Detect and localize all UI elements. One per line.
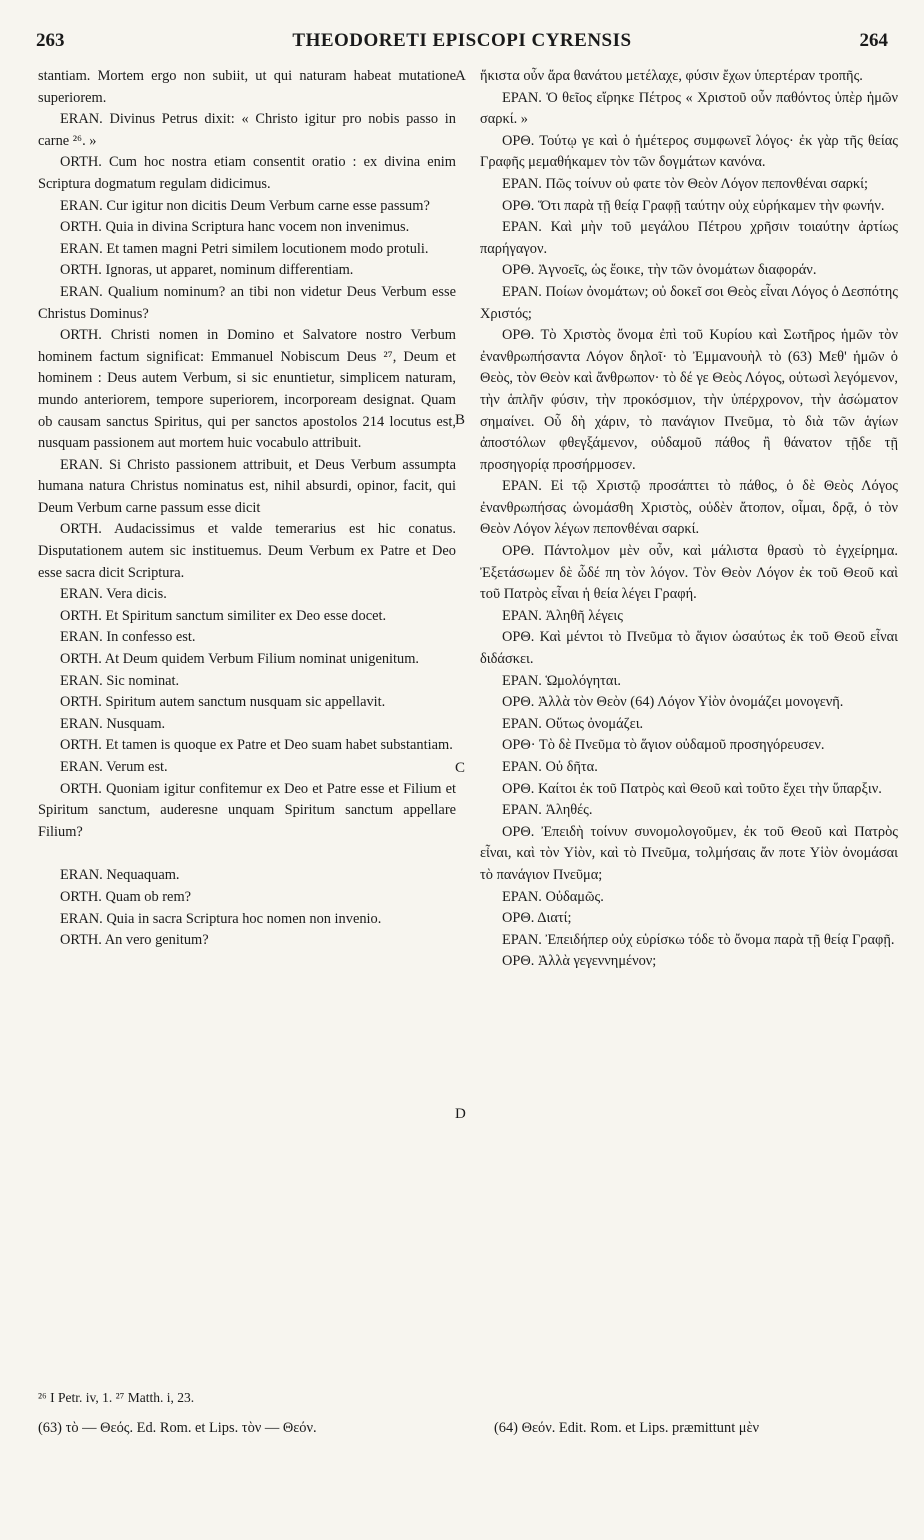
greek-para: ΕΡΑΝ. Ὡμολόγηται. [502,672,621,689]
latin-column [38,66,456,952]
greek-para: ΟΡΘ. Καὶ μέντοι τὸ Πνεῦμα τὸ ἅγιον ὡσαύτως ἐκ τοῦ Θεοῦ εἶναι διδάσκει. [480,629,898,668]
paragraph-gap [38,843,456,865]
greek-para: ΕΡΑΝ. Ὁ θεῖος εἴρηκε Πέτρος « Χριστοῦ οὖν παθόντος ὑπὲρ ἡμῶν σαρκί. » [480,89,898,128]
greek-para: ΕΡΑΝ. Οὐδαμῶς. [502,888,604,905]
greek-para: ΕΡΑΝ. Οὕτως ὀνομάζει. [502,715,644,732]
greek-para: ΟΡΘ. Πάντολμον μὲν οὖν, καὶ μάλιστα θρασὺ τὸ ἐγχείρημα. Ἐξετάσωμεν δὲ ὧδέ πη τὸν λόγον. Τὸν Θεὸν Λόγον ἐκ τοῦ Θεοῦ καὶ τοῦ Πατρὸς εἶναι ἡ θεία λέγει Γραφή. [480,543,898,603]
latin-para: ORTH. An vero genitum? [60,932,209,949]
page-number-right: 264 [859,30,888,51]
greek-para: ΟΡΘ. Ὅτι παρὰ τῇ θείᾳ Γραφῇ ταύτην οὐχ εὑρήκαμεν τὴν φωνήν. [502,197,885,214]
latin-para: ERAN. In confesso est. [60,629,196,646]
latin-para: ERAN. Verum est. [60,759,168,775]
greek-para: ΕΡΑΝ. Ἀληθῆ λέγεις [502,607,623,624]
greek-para: ΕΡΑΝ. Εἰ τῷ Χριστῷ προσάπτει τὸ πάθος, ὁ δὲ Θεὸς Λόγος ἐνανθρωπήσας ὠνομάσθη Χριστὸς, οὐδὲν ἄτοπον, οἶμαι, δρᾷ, ὁ τὸν Θεὸν Λόγον λέγων πεπονθέναι σαρκί. [480,478,898,538]
greek-para: ΕΡΑΝ. Καὶ μὴν τοῦ μεγάλου Πέτρου χρῆσιν τοιαύτην ἀρτίως παρήγαγον. [480,219,898,257]
greek-para: ΕΡΑΝ. Οὐ δῆτα. [502,759,598,775]
margin-letter-a: A [455,68,466,84]
greek-para: ΕΡΑΝ. Ἐπειδήπερ οὐχ εὑρίσκω τόδε τὸ ὄνομα παρὰ τῇ θείᾳ Γραφῇ. [502,931,895,948]
greek-para: ΟΡΘ. Διατί; [502,910,572,927]
greek-para: ΟΡΘ. Ἀλλὰ γεγεννημένον; [502,953,657,970]
latin-para: ORTH. Quam ob rem? [60,888,192,905]
greek-para: ΟΡΘ. Ἀγνοεῖς, ὡς ἔοικε, τὴν τῶν ὀνομάτων διαφοράν. [502,262,817,279]
latin-para: ERAN. Nusquam. [60,715,166,732]
latin-para: ORTH. Spiritum autem sanctum nusquam sic appellavit. [60,694,386,711]
greek-para: ΟΡΘ. Ἐπειδὴ τοίνυν συνομολογοῦμεν, ἐκ τοῦ Θεοῦ καὶ Πατρὸς εἶναι, καὶ τὸν Υἱὸν, καὶ τὸ Πνεῦμα, τολμήσαις ἄν ποτε Υἱὸν ὀνομάσαι τὸ πανάγιον Πνεῦμα; [480,823,898,883]
margin-letter-b: B [455,412,466,428]
latin-para: ORTH. Quia in divina Scriptura hanc vocem non invenimus. [60,219,410,236]
editorial-note-64: (64) Θεόν. Edit. Rom. et Lips. præmittunt μὲν [494,1420,760,1436]
latin-para: ERAN. Et tamen magni Petri similem locutionem modo protuli. [60,240,429,257]
latin-para: ERAN. Vera dicis. [60,586,167,603]
latin-para: ERAN. Cur igitur non dicitis Deum Verbum carne esse passum? [60,197,430,214]
latin-para: ORTH. Ignoras, ut apparet, nominum differentiam. [60,262,354,279]
greek-para: ΟΡΘ. Τούτῳ γε καὶ ὁ ἡμέτερος συμφωνεῖ λόγος· ἐκ γὰρ τῆς θείας Γραφῆς μεμαθήκαμεν τὸν τῶν δογμάτων κανόνα. [480,132,898,171]
latin-para: ORTH. Et tamen is quoque ex Patre et Deo suam habet substantiam. [60,737,453,754]
page-number-left: 263 [36,30,65,51]
latin-para: ORTH. Cum hoc nostra etiam consentit oratio : ex divina enim Scriptura dogmatum regulam didicimus. [38,154,456,192]
latin-para: ORTH. Christi nomen in Domino et Salvatore nostro Verbum hominem factum significat: Emmanuel Nobiscum Deus ²⁷, Deum et hominem : Deus autem Verbum, si sic enuntietur, simplicem naturam, mundo anteriorem, tempore superiorem, incorpoream designat. Quam ob causam sanctus Spiritus, qui per sanctos apostolos 214 locutus est, nusquam passionem aut mortem huic vocabulo attribuit. [38,327,456,452]
margin-letter-d: D [455,1106,466,1122]
latin-para: ERAN. Nequaquam. [60,867,180,884]
latin-para: ERAN. Sic nominat. [60,672,180,689]
greek-para: ΕΡΑΝ. Ἀληθές. [502,802,593,819]
greek-para: ΕΡΑΝ. Ποίων ὀνομάτων; οὐ δοκεῖ σοι Θεὸς εἶναι Λόγος ὁ Δεσπότης Χριστός; [480,283,898,322]
latin-para: ERAN. Qualium nominum? an tibi non videtur Deus Verbum esse Christus Dominus? [38,283,456,322]
greek-para: ΟΡΘ. Τὸ Χριστὸς ὄνομα ἐπὶ τοῦ Κυρίου καὶ Σωτῆρος ἡμῶν τὸν ἐνανθρωπήσαντα Λόγον δηλοῖ· τὸ Ἐμμανουὴλ τὸ (63) Μεθ' ἡμῶν ὁ Θεὸς, τὸν Θεὸν καὶ ἄνθρωπον· τὸ δέ γε Θεὸς Λόγος, οὑτωσὶ λεγόμενον, τὴν ἁπλῆν φύσιν, τὴν προκόσμιον, τὴν ὑπέρχρονον, τὴν ἀσώματον σημαίνει. Οὗ δὴ χάριν, τὸ πανάγιον Πνεῦμα, τὸ διὰ τῶν ἁγίων ἀποστόλων φθεγξάμενον, οὐδαμοῦ πάθος ἢ θάνατον τῇδε τῇ προσηγορίᾳ προσήρμοσεν. [480,327,898,473]
greek-para: ΟΡΘ. Καίτοι ἐκ τοῦ Πατρὸς καὶ Θεοῦ καὶ τοῦτο ἔχει τὴν ὕπαρξιν. [502,780,882,797]
greek-column [480,66,898,973]
latin-para: ERAN. Quia in sacra Scriptura hoc nomen non invenio. [60,910,382,927]
greek-para: ἥκιστα οὖν ἄρα θανάτου μετέλαχε, φύσιν ἔχων ὑπερτέραν τροπῆς. [480,68,863,84]
latin-para: ORTH. Audacissimus et valde temerarius est hic conatus. Disputationem autem sic instituemus. Deum Verbum ex Patre et Deo esse sacra dicit Scriptura. [38,521,456,581]
greek-para: ΕΡΑΝ. Πῶς τοίνυν οὐ φατε τὸν Θεὸν Λόγον πεπονθέναι σαρκί; [502,175,869,192]
latin-para: ERAN. Si Christo passionem attribuit, et Deus Verbum assumpta humana natura Christus nominatus est, nihil absurdi, opinor, facit, qui Deum Verbum carne passum esse dicit [38,456,456,516]
page-header [36,30,888,58]
editorial-note-63: (63) τὸ — Θεός. Ed. Rom. et Lips. τὸν — Θεόν. [38,1420,317,1436]
latin-para: ERAN. Divinus Petrus dixit: « Christo igitur pro nobis passo in carne ²⁶. » [38,111,456,149]
latin-para: stantiam. Mortem ergo non subiit, ut qui naturam habeat mutatione superiorem. [38,68,456,106]
scripture-footnotes: ²⁶ I Petr. iv, 1. ²⁷ Matth. i, 23. [38,1390,195,1405]
greek-para: ΟΡΘ· Τὸ δὲ Πνεῦμα τὸ ἅγιον οὐδαμοῦ προσηγόρευσεν. [502,737,825,754]
running-title: THEODORETI EPISCOPI CYRENSIS [292,30,632,51]
latin-para: ORTH. Et Spiritum sanctum similiter ex Deo esse docet. [60,607,387,624]
latin-para: ORTH. At Deum quidem Verbum Filium nominat unigenitum. [60,651,420,668]
greek-para: ΟΡΘ. Ἀλλὰ τὸν Θεὸν (64) Λόγον Υἱὸν ὀνομάζει μονογενῆ. [502,694,844,711]
latin-para: ORTH. Quoniam igitur confitemur ex Deo et Patre esse et Filium et Spiritum sanctum, auderesne unquam Spiritum sanctum appellare Filium? [38,780,456,840]
margin-letter-c: C [455,760,466,776]
